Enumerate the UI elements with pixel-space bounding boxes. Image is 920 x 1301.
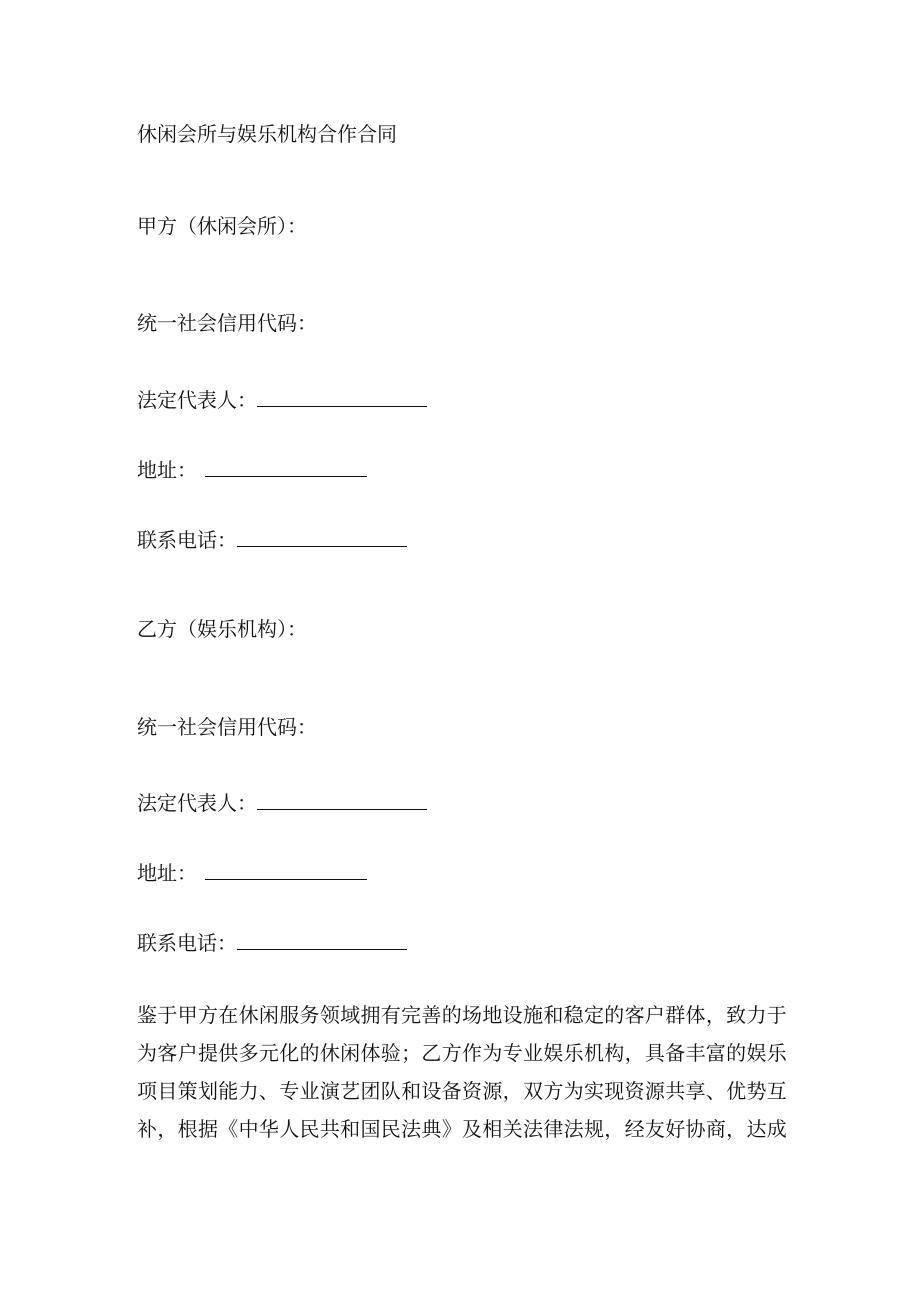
- party-b-address-label: 地址：: [137, 861, 197, 885]
- party-a-address-blank: [205, 456, 367, 477]
- party-b-credit-code: [137, 715, 317, 739]
- party-b-legal-rep-label: 法定代表人：: [137, 791, 257, 815]
- party-a-heading: 甲方（休闲会所）：: [137, 214, 307, 238]
- party-a-phone-blank: [237, 526, 407, 547]
- party-b-heading: 乙方（娱乐机构）：: [137, 617, 307, 641]
- preamble-line: 项目策划能力、专业演艺团队和设备资源，双方为实现资源共享、优势互: [137, 1079, 787, 1103]
- preamble-line: 鉴于甲方在休闲服务领域拥有完善的场地设施和稳定的客户群体，致力于: [137, 1003, 787, 1027]
- party-b-legal-rep-blank: [257, 789, 427, 810]
- party-b-phone: [137, 929, 407, 955]
- party-b-credit-code-label: 统一社会信用代码：: [137, 715, 317, 739]
- party-b-phone-blank: [237, 929, 407, 950]
- party-a-legal-rep-blank: [257, 386, 427, 407]
- party-a-credit-code: [137, 311, 317, 335]
- party-b-phone-label: 联系电话：: [137, 931, 237, 955]
- party-a-address-label: 地址：: [137, 458, 197, 482]
- document-title: 休闲会所与娱乐机构合作合同: [137, 122, 397, 146]
- party-a-address: [137, 456, 367, 482]
- party-a-legal-rep-label: 法定代表人：: [137, 388, 257, 412]
- party-b-legal-rep: [137, 789, 427, 815]
- preamble-line: 补，根据《中华人民共和国民法典》及相关法律法规，经友好协商，达成: [137, 1117, 787, 1141]
- party-b-address: [137, 859, 367, 885]
- party-a-phone-label: 联系电话：: [137, 528, 237, 552]
- party-a-phone: [137, 526, 407, 552]
- party-b-address-blank: [205, 859, 367, 880]
- party-a-credit-code-label: 统一社会信用代码：: [137, 311, 317, 335]
- preamble-line: 为客户提供多元化的休闲体验；乙方作为专业娱乐机构，具备丰富的娱乐: [137, 1041, 787, 1065]
- party-a-legal-rep: [137, 386, 427, 412]
- preamble-paragraph: [137, 996, 787, 1148]
